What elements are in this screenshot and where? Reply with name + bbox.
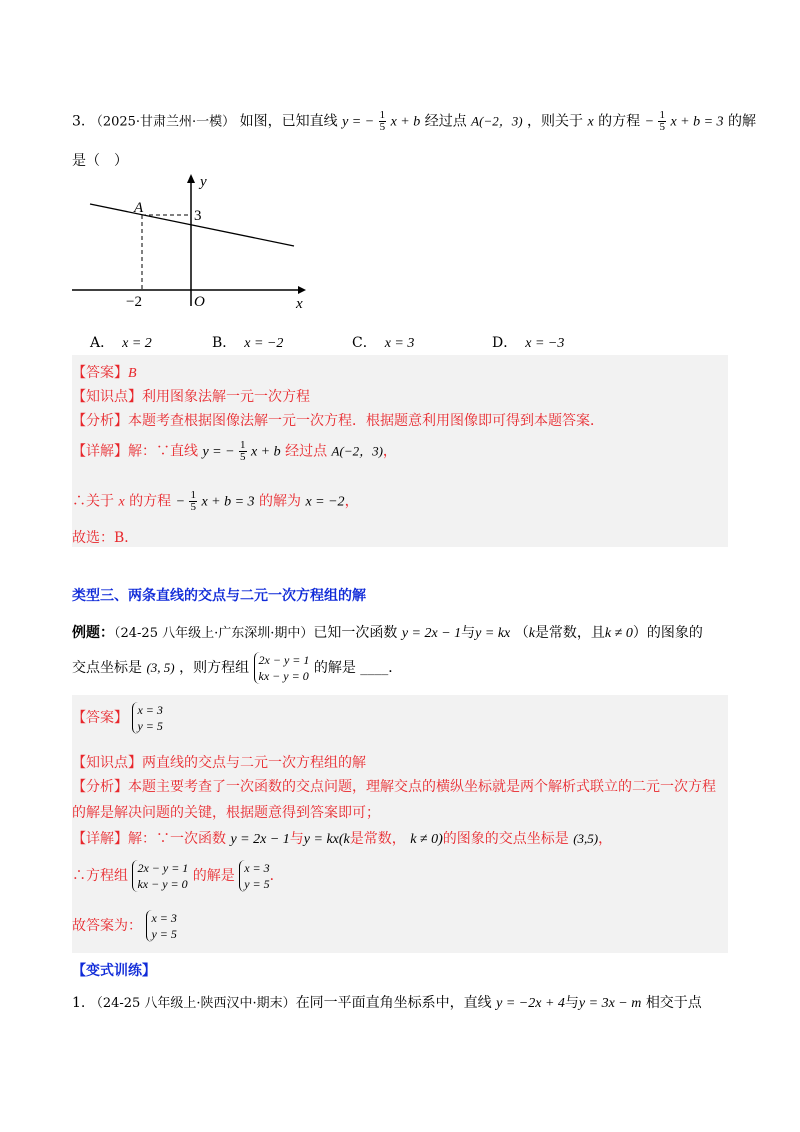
x-tick-neg2: −2 <box>126 294 142 310</box>
analysis2-line2: 的解是解决问题的关键，根据题意得到答案即可； <box>72 805 380 821</box>
analysis-line: 【分析】本题考查根据图像法解一元一次方程．根据题意利用图像即可得到本题答案． <box>72 413 604 429</box>
graph-line <box>90 204 294 246</box>
knowledge2-line: 【知识点】两直线的交点与二元一次方程组的解 <box>72 755 366 771</box>
option-c[interactable]: C． x = 3 <box>352 335 415 351</box>
example-line1: 例题：（24-25 八年级上·广东深圳·期中）已知一次函数 y = 2x − 1与y = kx （k是常数，且k ≠ 0）的图象的 <box>72 625 703 641</box>
fraction-one-fifth: $\frac{1}{5}$ <box>379 109 386 133</box>
answer-blank[interactable]: ____． <box>360 660 403 676</box>
line-graph-figure <box>68 168 313 310</box>
option-d[interactable]: D． x = −3 <box>492 335 565 351</box>
y-tick-3: 3 <box>194 208 202 224</box>
option-a[interactable]: A． x = 2 <box>90 335 152 351</box>
x-axis-label: x <box>296 296 303 310</box>
equation-system: 2x − y = 1 kx − y = 0 <box>132 860 188 892</box>
equation-system: 2x − y = 1 kx − y = 0 <box>254 652 310 684</box>
point-a: A(−2，3) <box>471 113 523 129</box>
section-title: 类型三、两条直线的交点与二元一次方程组的解 <box>72 588 366 604</box>
choice-line: 故选：B． <box>72 530 139 546</box>
question-3-line1 <box>72 110 756 133</box>
line-equation-rhs: x + b <box>390 114 421 130</box>
equation-rhs: x + b = 3 <box>670 114 724 130</box>
question-text: 经过点 <box>424 113 467 130</box>
therefore2-line: ∴方程组 2x − y = 1 kx − y = 0 的解是 x = 3 y = 5 ． <box>72 861 284 891</box>
example-line2: 交点坐标是 (3, 5) ，则方程组 2x − y = 1 kx − y = 0 的解是 ____． <box>72 653 403 683</box>
detail2-line: 【详解】解：∵一次函数 y = 2x − 1与y = kx(k是常数， k ≠ 0)的图象的交点坐标是 (3,5)， <box>72 831 613 847</box>
question-source: （2025·甘肃兰州·一模） <box>89 114 236 130</box>
answer-system: x = 3 y = 5 <box>146 910 176 942</box>
analysis2-line1: 【分析】本题主要考查了一次函数的交点问题，理解交点的横纵坐标就是两个解析式联立的二元一次方程 <box>72 779 716 795</box>
answer-system: x = 3 y = 5 <box>239 860 269 892</box>
training-title: 【变式训练】 <box>72 963 156 979</box>
variable-x: x <box>587 114 594 130</box>
question-text: 如图，已知直线 <box>239 113 338 130</box>
y-axis-arrow <box>187 174 195 183</box>
knowledge-line: 【知识点】利用图象法解一元一次方程 <box>72 389 310 405</box>
final-answer-line: 故答案为： x = 3 y = 5 <box>72 911 177 941</box>
y-axis-label: y <box>200 174 207 190</box>
fraction-one-fifth: $\frac{1}{5}$ <box>659 109 665 133</box>
option-b[interactable]: B． x = −2 <box>212 335 284 351</box>
question-number: 3. <box>72 113 86 130</box>
answer2-line: 【答案】 x = 3 y = 5 <box>72 703 163 733</box>
detail-line: 【详解】解：∵直线 y = − $\frac{1}{5}$ x + b 经过点 A(−2，3)， <box>72 439 397 463</box>
question-text: ，则关于 <box>527 113 583 130</box>
answer-line: 【答案】B <box>72 365 137 381</box>
question-text: 的方程 <box>598 113 641 130</box>
question-3-line2: 是（ ） <box>72 153 128 169</box>
question-text: 的解 <box>728 113 756 130</box>
fraction-one-fifth: $\frac{1}{5}$ <box>240 439 246 463</box>
line-equation-lhs: y = − <box>342 114 375 130</box>
answer-system: x = 3 y = 5 <box>132 702 162 734</box>
equation-lhs: − <box>644 114 655 130</box>
therefore-line: ∴关于 x 的方程 − $\frac{1}{5}$ x + b = 3 的解为 x = −2， <box>72 489 359 513</box>
point-a-label: A <box>134 200 144 216</box>
fraction-one-fifth: $\frac{1}{5}$ <box>190 489 196 513</box>
training-question-1: 1. （24-25 八年级上·陕西汉中·期末）在同一平面直角坐标系中，直线 y = −2x + 4与y = 3x − m 相交于点 <box>72 995 702 1011</box>
origin-label: O <box>194 294 205 310</box>
x-axis-arrow <box>298 286 306 294</box>
